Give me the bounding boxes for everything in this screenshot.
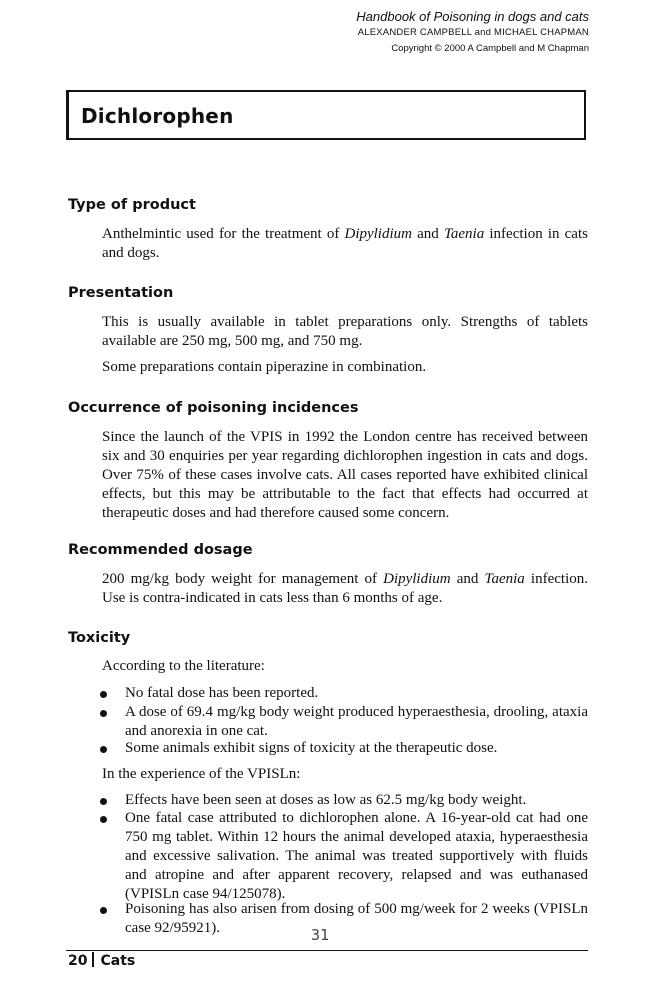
footer-page-number: 20 (68, 953, 88, 969)
heading-toxicity: Toxicity (68, 630, 131, 646)
authors: ALEXANDER CAMPBELL and MICHAEL CHAPMAN (357, 27, 589, 38)
heading-presentation: Presentation (68, 285, 174, 301)
bullet-icon (100, 907, 107, 914)
bullet-icon (100, 798, 107, 805)
list-item: Poisoning has also arisen from dosing of 500 mg/week for 2 weeks (VPISLn case 92/95921). (100, 900, 588, 938)
book-title: Handbook of Poisoning in dogs and cats (356, 9, 589, 24)
page-footer (68, 952, 135, 969)
presentation-text-2: Some preparations contain piperazine in combination. (102, 359, 427, 375)
scan-page-number: 31 (311, 926, 330, 944)
occurrence-text: Since the launch of the VPIS in 1992 the London centre has received between six and 30 enquiries per year regarding dichlorophen ingestion in cats and dogs. Over 75% of these cases involve cats. All cases reported have exhibited clinical effects, but this may be attributable to the fact that effects had occurred at therapeutic doses and had therefore caused some concern. (102, 429, 588, 521)
list-item: Effects have been seen at doses as low as 62.5 mg/kg body weight. (100, 791, 588, 810)
toxicity-intro-vpisln: In the experience of the VPISLn: (102, 766, 301, 782)
bullet-icon (100, 710, 107, 717)
heading-type-of-product: Type of product (68, 197, 196, 213)
list-item: No fatal dose has been reported. (100, 684, 588, 703)
list-item: One fatal case attributed to dichlorophen alone. A 16-year-old cat had one 750 mg tablet. Within 12 hours the animal developed ataxia, hyperaesthesia and excessive salivation. The animal was treated supportively with fluids and atropine and after apparent recovery, relapsed and was euthanased (VPISLn case 94/125078). (100, 809, 588, 904)
chapter-title: Dichlorophen (81, 104, 234, 128)
presentation-text-1: This is usually available in tablet preparations only. Strengths of tablets available are 250 mg, 500 mg, and 750 mg. (102, 314, 588, 349)
chapter-title-box (66, 90, 586, 140)
list-item: Some animals exhibit signs of toxicity at the therapeutic dose. (100, 739, 588, 758)
bullet-icon (100, 691, 107, 698)
heading-recommended-dosage: Recommended dosage (68, 542, 253, 558)
dosage-text: 200 mg/kg body weight for management of Dipylidium and Taenia infection. Use is contra-indicated in cats less than 6 months of age. (102, 571, 588, 606)
heading-occurrence: Occurrence of poisoning incidences (68, 400, 359, 416)
footer-rule (66, 950, 588, 951)
copyright: Copyright © 2000 A Campbell and M Chapman (391, 43, 589, 54)
footer-section: Cats (100, 953, 136, 969)
footer-divider (92, 952, 94, 967)
type-of-product-text: Anthelmintic used for the treatment of Dipylidium and Taenia infection in cats and dogs. (102, 226, 588, 261)
bullet-icon (100, 816, 107, 823)
bullet-icon (100, 746, 107, 753)
list-item: A dose of 69.4 mg/kg body weight produced hyperaesthesia, drooling, ataxia and anorexia in one cat. (100, 703, 588, 741)
toxicity-intro-literature: According to the literature: (102, 658, 265, 674)
running-header (356, 8, 589, 56)
